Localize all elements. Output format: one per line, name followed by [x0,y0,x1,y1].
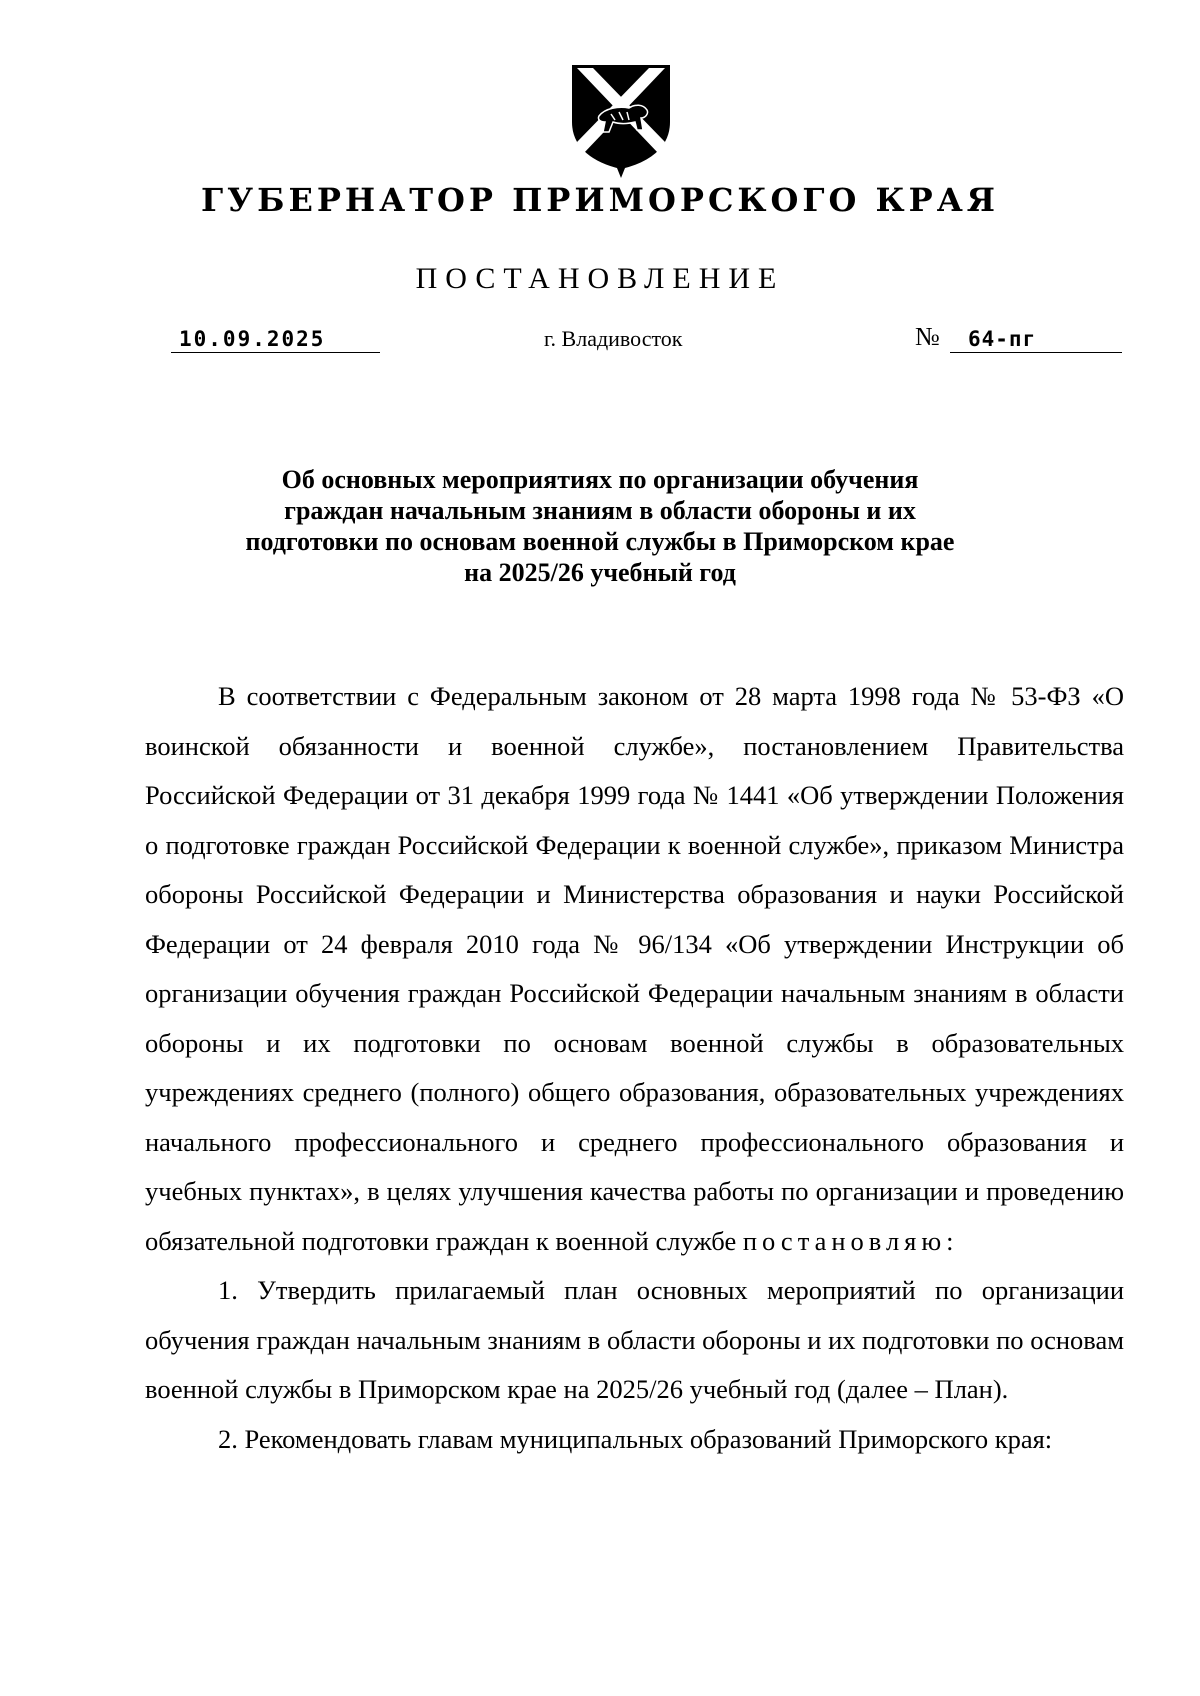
document-body [145,672,1124,1464]
number-sign: № [915,322,940,351]
document-date: 10.09.2025 [171,326,380,353]
item-1-paragraph: 1. Утвердить прилагаемый план основных мероприятий по организации обучения граждан начальным знаниям в области обороны и их подготовки по основам военной службы в Приморском крае на 2025/26 учебный год (далее – План). [145,1275,1124,1404]
resolve-colon: : [946,1225,954,1256]
preamble-text: В соответствии с Федеральным законом от 28 марта 1998 года № 53-ФЗ «О воинской обязанности и военной службе», постановлением Правительства Российской Федерации от 31 декабря 1999 года № 1441 «Об утверждении Положения о подготовке граждан Российской Федерации к военной службе», приказом Министра обороны Российской Федерации и Министерства образования и науки Российской Федерации от 24 февраля 2010 года № 96/134 «Об утверждении Инструкции об организации обучения граждан Российской Федерации начальным знаниям в области обороны и их подготовки по основам военной службы в образовательных учреждениях среднего (полного) общего образования, образовательных учреждениях начального профессионального и среднего профессионального образования и учебных пунктах», в целях улучшения качества работы по организации и проведению обязательной подготовки граждан к военной службе [145,681,1124,1256]
preamble-paragraph [145,672,1124,1266]
document-city: г. Владивосток [544,326,683,351]
coat-of-arms-emblem [569,64,673,180]
resolve-word: постановляю [742,1225,947,1256]
document-number: 64-пг [950,326,1122,353]
document-type-heading: ПОСТАНОВЛЕНИЕ [415,262,785,295]
issuing-authority-title: ГУБЕРНАТОР ПРИМОРСКОГО КРАЯ [201,181,999,219]
item-2-paragraph: 2. Рекомендовать главам муниципальных образований Приморского края: [218,1423,1053,1454]
document-title: Об основных мероприятиях по организации обучения граждан начальным знаниям в области обороны и их подготовки по основам военной службы в Приморском крае на 2025/26 учебный год [245,465,955,587]
